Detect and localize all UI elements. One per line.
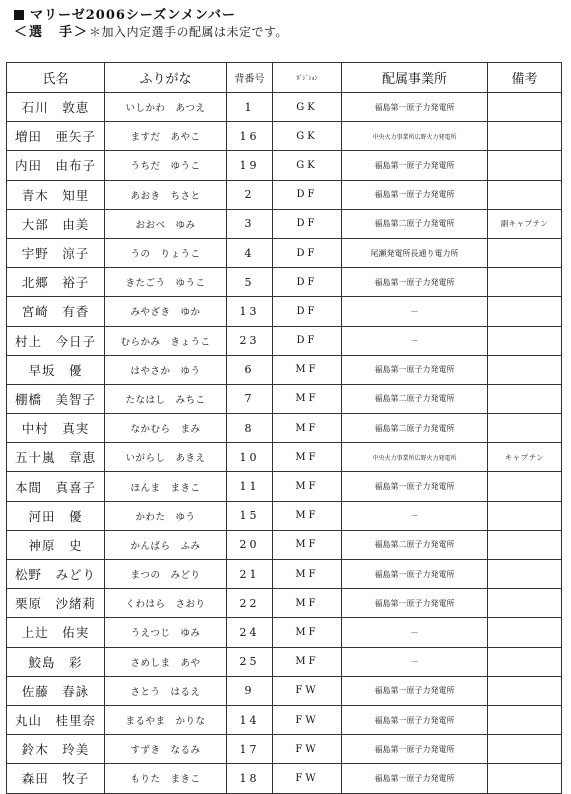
player-office: 福島第一原子力発電所	[342, 355, 488, 384]
player-number: 22	[227, 589, 273, 618]
player-number: 25	[227, 647, 273, 676]
player-office: 福島第一原子力発電所	[342, 589, 488, 618]
player-position: DF	[273, 238, 342, 267]
player-position: DF	[273, 180, 342, 209]
header-remarks: 備考	[488, 63, 562, 93]
player-position: GK	[273, 122, 342, 151]
player-kana: うえつじ ゆみ	[105, 618, 227, 647]
player-kana: ほんま まきこ	[105, 472, 227, 501]
player-remarks	[488, 122, 562, 151]
player-position: MF	[273, 384, 342, 413]
roster-body	[7, 93, 562, 794]
table-row	[7, 764, 562, 793]
player-kana: たなはし みちこ	[105, 384, 227, 413]
player-kana: さめしま あや	[105, 647, 227, 676]
table-row	[7, 355, 562, 384]
player-number: 5	[227, 268, 273, 297]
player-name: 早坂 優	[7, 355, 105, 384]
player-position: MF	[273, 355, 342, 384]
player-remarks: キャプテン	[488, 443, 562, 472]
header-name: 氏名	[7, 63, 105, 93]
table-row	[7, 151, 562, 180]
player-office: 福島第一原子力発電所	[342, 764, 488, 793]
player-name: 鈴木 玲美	[7, 735, 105, 764]
player-name: 河田 優	[7, 501, 105, 530]
player-remarks	[488, 647, 562, 676]
player-office: 福島第一原子力発電所	[342, 93, 488, 122]
player-name: 棚橋 美智子	[7, 384, 105, 413]
player-kana: うちだ ゆうこ	[105, 151, 227, 180]
table-row	[7, 618, 562, 647]
player-remarks	[488, 589, 562, 618]
table-row	[7, 326, 562, 355]
player-position: GK	[273, 93, 342, 122]
player-number: 8	[227, 414, 273, 443]
header-office: 配属事業所	[342, 63, 488, 93]
player-number: 6	[227, 355, 273, 384]
player-office: 尾瀬発電所長通り電力所	[342, 238, 488, 267]
player-number: 21	[227, 560, 273, 589]
player-remarks	[488, 238, 562, 267]
player-remarks	[488, 501, 562, 530]
player-number: 24	[227, 618, 273, 647]
player-name: 神原 史	[7, 530, 105, 559]
table-row	[7, 180, 562, 209]
player-number: 4	[227, 238, 273, 267]
player-remarks	[488, 764, 562, 793]
table-row	[7, 735, 562, 764]
player-remarks	[488, 151, 562, 180]
player-position: MF	[273, 472, 342, 501]
table-row	[7, 676, 562, 705]
table-row	[7, 560, 562, 589]
roster-table	[6, 62, 562, 794]
player-number: 19	[227, 151, 273, 180]
player-name: 宮崎 有香	[7, 297, 105, 326]
player-office: －	[342, 501, 488, 530]
player-kana: なかむら まみ	[105, 414, 227, 443]
player-position: FW	[273, 735, 342, 764]
player-kana: まつの みどり	[105, 560, 227, 589]
player-remarks	[488, 355, 562, 384]
player-position: FW	[273, 705, 342, 734]
player-kana: かんばら ふみ	[105, 530, 227, 559]
player-name: 丸山 桂里奈	[7, 705, 105, 734]
player-remarks	[488, 676, 562, 705]
table-row	[7, 297, 562, 326]
table-row	[7, 705, 562, 734]
player-position: FW	[273, 764, 342, 793]
player-position: MF	[273, 647, 342, 676]
player-remarks	[488, 618, 562, 647]
player-remarks: 副キャプテン	[488, 209, 562, 238]
table-row	[7, 209, 562, 238]
player-kana: きたごう ゆうこ	[105, 268, 227, 297]
player-number: 10	[227, 443, 273, 472]
table-row	[7, 443, 562, 472]
player-position: MF	[273, 618, 342, 647]
table-row	[7, 647, 562, 676]
player-kana: さとう はるえ	[105, 676, 227, 705]
player-kana: いしかわ あつえ	[105, 93, 227, 122]
player-position: MF	[273, 414, 342, 443]
player-number: 17	[227, 735, 273, 764]
player-office: 中央火力事業所広野火力発電所	[342, 443, 488, 472]
player-position: MF	[273, 530, 342, 559]
player-name: 石川 敦恵	[7, 93, 105, 122]
player-kana: あおき ちさと	[105, 180, 227, 209]
player-kana: はやさか ゆう	[105, 355, 227, 384]
player-name: 松野 みどり	[7, 560, 105, 589]
player-office: 福島第一原子力発電所	[342, 705, 488, 734]
player-office: 福島第一原子力発電所	[342, 180, 488, 209]
player-name: 北郷 裕子	[7, 268, 105, 297]
player-number: 23	[227, 326, 273, 355]
player-office: 中央火力事業所広野火力発電所	[342, 122, 488, 151]
table-row	[7, 472, 562, 501]
player-number: 3	[227, 209, 273, 238]
player-number: 16	[227, 122, 273, 151]
player-remarks	[488, 530, 562, 559]
table-row	[7, 238, 562, 267]
player-name: 宇野 涼子	[7, 238, 105, 267]
player-position: DF	[273, 268, 342, 297]
player-position: FW	[273, 676, 342, 705]
player-number: 9	[227, 676, 273, 705]
player-name: 五十嵐 章恵	[7, 443, 105, 472]
player-name: 内田 由布子	[7, 151, 105, 180]
player-position: GK	[273, 151, 342, 180]
subtitle	[14, 21, 288, 40]
player-name: 鮫島 彩	[7, 647, 105, 676]
player-remarks	[488, 384, 562, 413]
player-name: 森田 牧子	[7, 764, 105, 793]
player-remarks	[488, 560, 562, 589]
player-remarks	[488, 472, 562, 501]
player-remarks	[488, 180, 562, 209]
player-remarks	[488, 735, 562, 764]
player-office: 福島第一原子力発電所	[342, 472, 488, 501]
player-number: 14	[227, 705, 273, 734]
page-title-text: マリーゼ2006シーズンメンバー	[30, 8, 236, 23]
table-row	[7, 268, 562, 297]
player-office: 福島第二原子力発電所	[342, 384, 488, 413]
player-number: 7	[227, 384, 273, 413]
table-row	[7, 93, 562, 122]
player-office: －	[342, 618, 488, 647]
player-position: MF	[273, 589, 342, 618]
player-number: 20	[227, 530, 273, 559]
player-kana: ますだ あやこ	[105, 122, 227, 151]
player-name: 中村 真実	[7, 414, 105, 443]
player-remarks	[488, 705, 562, 734]
table-row	[7, 501, 562, 530]
player-name: 本間 真喜子	[7, 472, 105, 501]
table-row	[7, 122, 562, 151]
player-name: 青木 知里	[7, 180, 105, 209]
player-kana: まるやま かりな	[105, 705, 227, 734]
player-kana: かわた ゆう	[105, 501, 227, 530]
player-number: 13	[227, 297, 273, 326]
player-position: DF	[273, 209, 342, 238]
player-office: 福島第一原子力発電所	[342, 560, 488, 589]
player-office: －	[342, 647, 488, 676]
player-position: DF	[273, 326, 342, 355]
player-remarks	[488, 297, 562, 326]
player-number: 18	[227, 764, 273, 793]
player-name: 村上 今日子	[7, 326, 105, 355]
header-number: 背番号	[227, 63, 273, 93]
player-office: 福島第二原子力発電所	[342, 530, 488, 559]
player-position: MF	[273, 501, 342, 530]
player-position: MF	[273, 560, 342, 589]
player-remarks	[488, 414, 562, 443]
player-remarks	[488, 93, 562, 122]
player-office: 福島第一原子力発電所	[342, 735, 488, 764]
table-row	[7, 384, 562, 413]
table-row	[7, 530, 562, 559]
roster-header	[7, 63, 562, 93]
player-name: 増田 亜矢子	[7, 122, 105, 151]
table-row	[7, 414, 562, 443]
player-remarks	[488, 268, 562, 297]
player-number: 2	[227, 180, 273, 209]
player-office: 福島第一原子力発電所	[342, 151, 488, 180]
player-office: 福島第二原子力発電所	[342, 209, 488, 238]
player-number: 1	[227, 93, 273, 122]
player-office: 福島第二原子力発電所	[342, 414, 488, 443]
player-number: 11	[227, 472, 273, 501]
player-kana: みやざき ゆか	[105, 297, 227, 326]
player-name: 大部 由美	[7, 209, 105, 238]
player-kana: いがらし あきえ	[105, 443, 227, 472]
header-row	[7, 63, 562, 93]
player-kana: すずき なるみ	[105, 735, 227, 764]
player-kana: くわはら さおり	[105, 589, 227, 618]
player-name: 上辻 佑実	[7, 618, 105, 647]
header-kana: ふりがな	[105, 63, 227, 93]
header-position: ﾎﾟｼﾞｼｮﾝ	[273, 63, 342, 93]
player-office: －	[342, 326, 488, 355]
player-position: DF	[273, 297, 342, 326]
player-office: －	[342, 297, 488, 326]
table-row	[7, 589, 562, 618]
player-remarks	[488, 326, 562, 355]
player-name: 佐藤 春詠	[7, 676, 105, 705]
player-office: 福島第一原子力発電所	[342, 676, 488, 705]
player-number: 15	[227, 501, 273, 530]
player-name: 栗原 沙緒莉	[7, 589, 105, 618]
player-kana: もりた まきこ	[105, 764, 227, 793]
subtitle-label: ＜選 手＞	[14, 25, 90, 40]
player-kana: おおべ ゆみ	[105, 209, 227, 238]
player-position: MF	[273, 443, 342, 472]
square-bullet-icon	[14, 10, 24, 20]
player-office: 福島第一原子力発電所	[342, 268, 488, 297]
player-kana: むらかみ きょうこ	[105, 326, 227, 355]
subtitle-note: ＊加入内定選手の配属は未定です。	[89, 25, 289, 39]
player-kana: うの りょうこ	[105, 238, 227, 267]
